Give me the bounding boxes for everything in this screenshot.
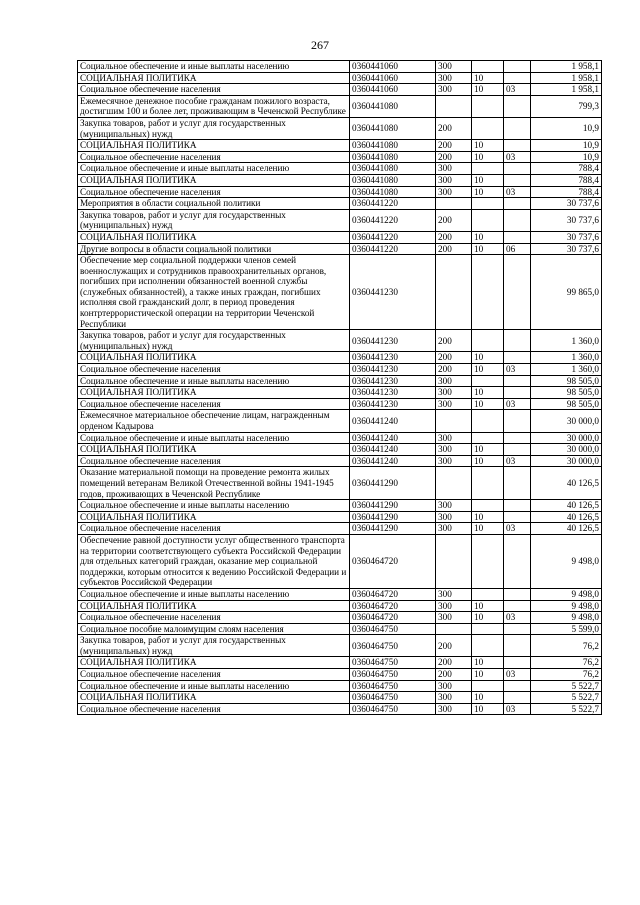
table-row [78, 623, 602, 635]
row-expense-type-cell: 300 [436, 186, 472, 198]
row-code-cell: 0360441230 [350, 375, 436, 387]
row-subsection-cell [504, 588, 531, 600]
row-section-cell [472, 209, 504, 231]
row-code-cell: 0360464750 [350, 635, 436, 657]
row-subsection-cell: 03 [504, 186, 531, 198]
row-subsection-cell [504, 198, 531, 210]
row-section-cell: 10 [472, 398, 504, 410]
table-row [78, 231, 602, 243]
row-expense-type-cell: 200 [436, 140, 472, 152]
row-expense-type-cell: 200 [436, 669, 472, 681]
row-section-cell [472, 163, 504, 175]
row-expense-type-cell: 200 [436, 117, 472, 139]
row-amount-cell: 1 360,0 [531, 364, 602, 376]
table-body [78, 61, 602, 715]
row-expense-type-cell: 200 [436, 231, 472, 243]
table-row [78, 186, 602, 198]
row-name-cell: Обеспечение мер социальной поддержки членов семей военнослужащих и сотрудников правоохранительных органов, погибших при исполнении обязанностей военной службы (служебных обязанностей), а также иных граждан, погибших исполняя свой гражданский долг, в период проведения контртеррористической операции на территории Чеченской Республики [78, 255, 350, 330]
row-name-cell: СОЦИАЛЬНАЯ ПОЛИТИКА [78, 72, 350, 84]
row-name-cell: Социальное обеспечение населения [78, 186, 350, 198]
row-name-cell: СОЦИАЛЬНАЯ ПОЛИТИКА [78, 692, 350, 704]
row-name-cell: Закупка товаров, работ и услуг для государственных (муниципальных) нужд [78, 635, 350, 657]
row-expense-type-cell [436, 255, 472, 330]
table-row [78, 375, 602, 387]
row-section-cell: 10 [472, 140, 504, 152]
row-name-cell: Мероприятия в области социальной политики [78, 198, 350, 210]
row-name-cell: Социальное обеспечение населения [78, 455, 350, 467]
row-expense-type-cell: 200 [436, 209, 472, 231]
table-row [78, 692, 602, 704]
row-expense-type-cell: 200 [436, 364, 472, 376]
row-amount-cell: 30 737,6 [531, 231, 602, 243]
row-amount-cell: 5 522,7 [531, 680, 602, 692]
row-name-cell: Социальное обеспечение населения [78, 612, 350, 624]
row-name-cell: СОЦИАЛЬНАЯ ПОЛИТИКА [78, 174, 350, 186]
row-subsection-cell: 03 [504, 669, 531, 681]
row-expense-type-cell: 200 [436, 352, 472, 364]
row-code-cell: 0360441230 [350, 398, 436, 410]
table-row [78, 140, 602, 152]
row-subsection-cell [504, 72, 531, 84]
table-row [78, 612, 602, 624]
row-section-cell: 10 [472, 174, 504, 186]
row-name-cell: Социальное обеспечение населения [78, 398, 350, 410]
row-amount-cell: 76,2 [531, 657, 602, 669]
row-code-cell: 0360441290 [350, 511, 436, 523]
row-section-cell: 10 [472, 151, 504, 163]
row-section-cell: 10 [472, 243, 504, 255]
row-subsection-cell [504, 174, 531, 186]
row-amount-cell: 788,4 [531, 186, 602, 198]
table-row [78, 151, 602, 163]
row-subsection-cell [504, 534, 531, 588]
row-section-cell [472, 198, 504, 210]
row-amount-cell: 98 505,0 [531, 387, 602, 399]
row-amount-cell: 1 958,1 [531, 61, 602, 73]
row-code-cell: 0360464750 [350, 703, 436, 715]
table-row [78, 669, 602, 681]
row-name-cell: Ежемесячное материальное обеспечение лицам, награжденным орденом Кадырова [78, 410, 350, 432]
row-section-cell: 10 [472, 186, 504, 198]
row-amount-cell: 9 498,0 [531, 534, 602, 588]
row-name-cell: Социальное обеспечение и иные выплаты населению [78, 680, 350, 692]
row-section-cell [472, 467, 504, 500]
row-code-cell: 0360441240 [350, 410, 436, 432]
row-subsection-cell: 03 [504, 151, 531, 163]
row-code-cell: 0360441220 [350, 209, 436, 231]
table-row [78, 95, 602, 117]
row-code-cell: 0360464720 [350, 534, 436, 588]
row-subsection-cell: 03 [504, 84, 531, 96]
row-name-cell: Социальное обеспечение и иные выплаты населению [78, 375, 350, 387]
row-section-cell [472, 61, 504, 73]
row-name-cell: СОЦИАЛЬНАЯ ПОЛИТИКА [78, 352, 350, 364]
row-amount-cell: 1 360,0 [531, 352, 602, 364]
row-name-cell: Социальное обеспечение и иные выплаты населению [78, 500, 350, 512]
row-code-cell: 0360441240 [350, 444, 436, 456]
row-code-cell: 0360464750 [350, 680, 436, 692]
row-expense-type-cell: 300 [436, 61, 472, 73]
row-subsection-cell [504, 657, 531, 669]
row-name-cell: Социальное обеспечение населения [78, 523, 350, 535]
row-expense-type-cell: 300 [436, 432, 472, 444]
table-row [78, 163, 602, 175]
row-expense-type-cell: 200 [436, 657, 472, 669]
row-code-cell: 0360464750 [350, 657, 436, 669]
row-code-cell: 0360464750 [350, 692, 436, 704]
row-name-cell: Социальное обеспечение и иные выплаты населению [78, 432, 350, 444]
row-name-cell: Социальное пособие малоимущим слоям населения [78, 623, 350, 635]
row-code-cell: 0360441080 [350, 117, 436, 139]
row-section-cell [472, 117, 504, 139]
row-name-cell: Социальное обеспечение населения [78, 84, 350, 96]
row-section-cell: 10 [472, 455, 504, 467]
row-amount-cell: 98 505,0 [531, 398, 602, 410]
row-expense-type-cell: 300 [436, 72, 472, 84]
row-subsection-cell [504, 623, 531, 635]
row-expense-type-cell: 300 [436, 163, 472, 175]
row-section-cell [472, 255, 504, 330]
row-amount-cell: 30 000,0 [531, 410, 602, 432]
row-amount-cell: 5 522,7 [531, 692, 602, 704]
row-code-cell: 0360441230 [350, 352, 436, 364]
row-name-cell: Другие вопросы в области социальной политики [78, 243, 350, 255]
row-subsection-cell [504, 231, 531, 243]
row-subsection-cell [504, 500, 531, 512]
row-expense-type-cell [436, 534, 472, 588]
table-row [78, 243, 602, 255]
row-subsection-cell [504, 375, 531, 387]
row-amount-cell: 40 126,5 [531, 467, 602, 500]
row-code-cell: 0360441240 [350, 432, 436, 444]
row-expense-type-cell: 300 [436, 703, 472, 715]
table-row [78, 330, 602, 352]
table-row [78, 117, 602, 139]
row-name-cell: Оказание материальной помощи на проведение ремонта жилых помещений ветеранам Великой Отечественной войны 1941-1945 годов, проживающих в Чеченской Республике [78, 467, 350, 500]
row-expense-type-cell: 300 [436, 612, 472, 624]
row-amount-cell: 76,2 [531, 635, 602, 657]
row-amount-cell: 799,3 [531, 95, 602, 117]
row-section-cell: 10 [472, 84, 504, 96]
row-code-cell: 0360441080 [350, 151, 436, 163]
row-section-cell [472, 330, 504, 352]
row-section-cell: 10 [472, 387, 504, 399]
row-section-cell: 10 [472, 352, 504, 364]
row-expense-type-cell: 300 [436, 500, 472, 512]
row-name-cell: СОЦИАЛЬНАЯ ПОЛИТИКА [78, 600, 350, 612]
row-code-cell: 0360441080 [350, 95, 436, 117]
row-section-cell: 10 [472, 600, 504, 612]
row-section-cell: 10 [472, 657, 504, 669]
table-row [78, 209, 602, 231]
row-amount-cell: 98 505,0 [531, 375, 602, 387]
row-subsection-cell [504, 432, 531, 444]
row-name-cell: Ежемесячное денежное пособие гражданам пожилого возраста, достигшим 100 и более лет, проживающим в Чеченской Республике [78, 95, 350, 117]
table-row [78, 467, 602, 500]
row-amount-cell: 30 000,0 [531, 455, 602, 467]
row-code-cell: 0360441230 [350, 387, 436, 399]
row-code-cell: 0360441060 [350, 84, 436, 96]
row-amount-cell: 9 498,0 [531, 612, 602, 624]
row-expense-type-cell: 300 [436, 444, 472, 456]
row-section-cell [472, 635, 504, 657]
row-subsection-cell [504, 511, 531, 523]
row-expense-type-cell: 300 [436, 680, 472, 692]
row-expense-type-cell: 200 [436, 151, 472, 163]
row-code-cell: 0360464750 [350, 623, 436, 635]
table-row [78, 455, 602, 467]
table-row [78, 600, 602, 612]
page-number: 267 [311, 38, 329, 52]
row-code-cell: 0360441060 [350, 61, 436, 73]
row-subsection-cell [504, 410, 531, 432]
row-section-cell [472, 588, 504, 600]
row-amount-cell: 9 498,0 [531, 600, 602, 612]
table-row [78, 523, 602, 535]
row-expense-type-cell [436, 623, 472, 635]
row-subsection-cell [504, 635, 531, 657]
row-code-cell: 0360464750 [350, 669, 436, 681]
row-expense-type-cell: 300 [436, 387, 472, 399]
table-row [78, 703, 602, 715]
row-code-cell: 0360441080 [350, 174, 436, 186]
row-subsection-cell [504, 692, 531, 704]
row-expense-type-cell: 300 [436, 84, 472, 96]
row-code-cell: 0360464720 [350, 588, 436, 600]
row-amount-cell: 40 126,5 [531, 523, 602, 535]
table-row [78, 364, 602, 376]
row-amount-cell: 10,9 [531, 140, 602, 152]
row-expense-type-cell: 200 [436, 330, 472, 352]
row-amount-cell: 10,9 [531, 151, 602, 163]
row-section-cell: 10 [472, 511, 504, 523]
row-code-cell: 0360441290 [350, 523, 436, 535]
row-name-cell: СОЦИАЛЬНАЯ ПОЛИТИКА [78, 231, 350, 243]
row-section-cell: 10 [472, 72, 504, 84]
row-section-cell [472, 623, 504, 635]
table-row [78, 657, 602, 669]
row-name-cell: Социальное обеспечение населения [78, 364, 350, 376]
row-expense-type-cell [436, 467, 472, 500]
table-row [78, 174, 602, 186]
row-expense-type-cell: 300 [436, 375, 472, 387]
row-section-cell [472, 410, 504, 432]
row-section-cell [472, 500, 504, 512]
row-section-cell: 10 [472, 612, 504, 624]
row-code-cell: 0360441290 [350, 467, 436, 500]
row-section-cell: 10 [472, 231, 504, 243]
row-code-cell: 0360441060 [350, 72, 436, 84]
row-section-cell: 10 [472, 523, 504, 535]
row-amount-cell: 99 865,0 [531, 255, 602, 330]
row-name-cell: Социальное обеспечение населения [78, 151, 350, 163]
row-name-cell: Закупка товаров, работ и услуг для государственных (муниципальных) нужд [78, 209, 350, 231]
row-section-cell: 10 [472, 444, 504, 456]
row-amount-cell: 788,4 [531, 174, 602, 186]
row-subsection-cell: 03 [504, 523, 531, 535]
row-code-cell: 0360441220 [350, 231, 436, 243]
row-amount-cell: 30 737,6 [531, 209, 602, 231]
row-code-cell: 0360441080 [350, 186, 436, 198]
row-subsection-cell [504, 467, 531, 500]
row-code-cell: 0360464720 [350, 600, 436, 612]
row-code-cell: 0360441290 [350, 500, 436, 512]
table-row [78, 635, 602, 657]
table-row [78, 432, 602, 444]
row-section-cell [472, 95, 504, 117]
budget-table [77, 60, 602, 715]
table-row [78, 72, 602, 84]
row-name-cell: СОЦИАЛЬНАЯ ПОЛИТИКА [78, 657, 350, 669]
row-expense-type-cell: 200 [436, 243, 472, 255]
row-expense-type-cell: 300 [436, 588, 472, 600]
row-name-cell: Социальное обеспечение и иные выплаты населению [78, 61, 350, 73]
row-amount-cell: 1 958,1 [531, 72, 602, 84]
row-name-cell: Обеспечение равной доступности услуг общественного транспорта на территории соответствующего субъекта Российской Федерации для отдельных категорий граждан, оказание мер социальной поддержки, которым относится к ведению Российской Федерации и субъектов Российской Федерации [78, 534, 350, 588]
row-subsection-cell [504, 680, 531, 692]
row-subsection-cell [504, 352, 531, 364]
row-section-cell: 10 [472, 669, 504, 681]
table-row [78, 588, 602, 600]
table-row [78, 680, 602, 692]
table-row [78, 444, 602, 456]
row-expense-type-cell: 200 [436, 635, 472, 657]
row-code-cell: 0360441080 [350, 140, 436, 152]
table-row [78, 500, 602, 512]
row-amount-cell: 1 360,0 [531, 330, 602, 352]
row-amount-cell: 5 599,0 [531, 623, 602, 635]
row-section-cell: 10 [472, 364, 504, 376]
row-subsection-cell [504, 140, 531, 152]
row-expense-type-cell: 300 [436, 398, 472, 410]
row-amount-cell: 40 126,5 [531, 511, 602, 523]
row-amount-cell: 788,4 [531, 163, 602, 175]
row-expense-type-cell: 300 [436, 523, 472, 535]
row-section-cell [472, 432, 504, 444]
row-code-cell: 0360441230 [350, 255, 436, 330]
row-amount-cell: 9 498,0 [531, 588, 602, 600]
row-name-cell: Социальное обеспечение и иные выплаты населению [78, 163, 350, 175]
row-name-cell: Социальное обеспечение населения [78, 703, 350, 715]
row-name-cell: СОЦИАЛЬНАЯ ПОЛИТИКА [78, 511, 350, 523]
table-row [78, 255, 602, 330]
table-row [78, 198, 602, 210]
row-subsection-cell: 03 [504, 398, 531, 410]
row-code-cell: 0360441240 [350, 455, 436, 467]
row-expense-type-cell: 300 [436, 600, 472, 612]
row-amount-cell: 30 000,0 [531, 444, 602, 456]
row-subsection-cell: 03 [504, 703, 531, 715]
table-row [78, 511, 602, 523]
table-row [78, 387, 602, 399]
row-subsection-cell [504, 255, 531, 330]
row-section-cell: 10 [472, 703, 504, 715]
row-subsection-cell [504, 95, 531, 117]
row-name-cell: СОЦИАЛЬНАЯ ПОЛИТИКА [78, 444, 350, 456]
row-section-cell: 10 [472, 692, 504, 704]
row-code-cell: 0360441080 [350, 163, 436, 175]
row-name-cell: СОЦИАЛЬНАЯ ПОЛИТИКА [78, 140, 350, 152]
table-row [78, 352, 602, 364]
table-row [78, 84, 602, 96]
table-row [78, 534, 602, 588]
row-subsection-cell [504, 330, 531, 352]
row-expense-type-cell [436, 95, 472, 117]
row-subsection-cell: 03 [504, 455, 531, 467]
row-code-cell: 0360441220 [350, 243, 436, 255]
row-subsection-cell [504, 209, 531, 231]
row-subsection-cell: 03 [504, 612, 531, 624]
row-name-cell: Социальное обеспечение и иные выплаты населению [78, 588, 350, 600]
row-expense-type-cell: 300 [436, 455, 472, 467]
row-subsection-cell: 06 [504, 243, 531, 255]
row-subsection-cell [504, 61, 531, 73]
row-amount-cell: 76,2 [531, 669, 602, 681]
row-amount-cell: 30 737,6 [531, 243, 602, 255]
row-expense-type-cell: 300 [436, 692, 472, 704]
row-expense-type-cell [436, 198, 472, 210]
row-code-cell: 0360441230 [350, 364, 436, 376]
row-subsection-cell [504, 117, 531, 139]
row-section-cell [472, 534, 504, 588]
row-code-cell: 0360441230 [350, 330, 436, 352]
row-expense-type-cell: 300 [436, 174, 472, 186]
row-expense-type-cell: 300 [436, 511, 472, 523]
row-subsection-cell: 03 [504, 364, 531, 376]
row-name-cell: СОЦИАЛЬНАЯ ПОЛИТИКА [78, 387, 350, 399]
row-subsection-cell [504, 444, 531, 456]
row-code-cell: 0360441220 [350, 198, 436, 210]
row-name-cell: Социальное обеспечение населения [78, 669, 350, 681]
row-name-cell: Закупка товаров, работ и услуг для государственных (муниципальных) нужд [78, 330, 350, 352]
row-expense-type-cell [436, 410, 472, 432]
table-row [78, 410, 602, 432]
row-amount-cell: 5 522,7 [531, 703, 602, 715]
row-subsection-cell [504, 387, 531, 399]
row-section-cell [472, 680, 504, 692]
row-amount-cell: 40 126,5 [531, 500, 602, 512]
row-code-cell: 0360464720 [350, 612, 436, 624]
table-row [78, 61, 602, 73]
table-row [78, 398, 602, 410]
row-section-cell [472, 375, 504, 387]
row-amount-cell: 1 958,1 [531, 84, 602, 96]
row-name-cell: Закупка товаров, работ и услуг для государственных (муниципальных) нужд [78, 117, 350, 139]
row-subsection-cell [504, 600, 531, 612]
row-amount-cell: 30 737,6 [531, 198, 602, 210]
row-amount-cell: 30 000,0 [531, 432, 602, 444]
row-amount-cell: 10,9 [531, 117, 602, 139]
row-subsection-cell [504, 163, 531, 175]
